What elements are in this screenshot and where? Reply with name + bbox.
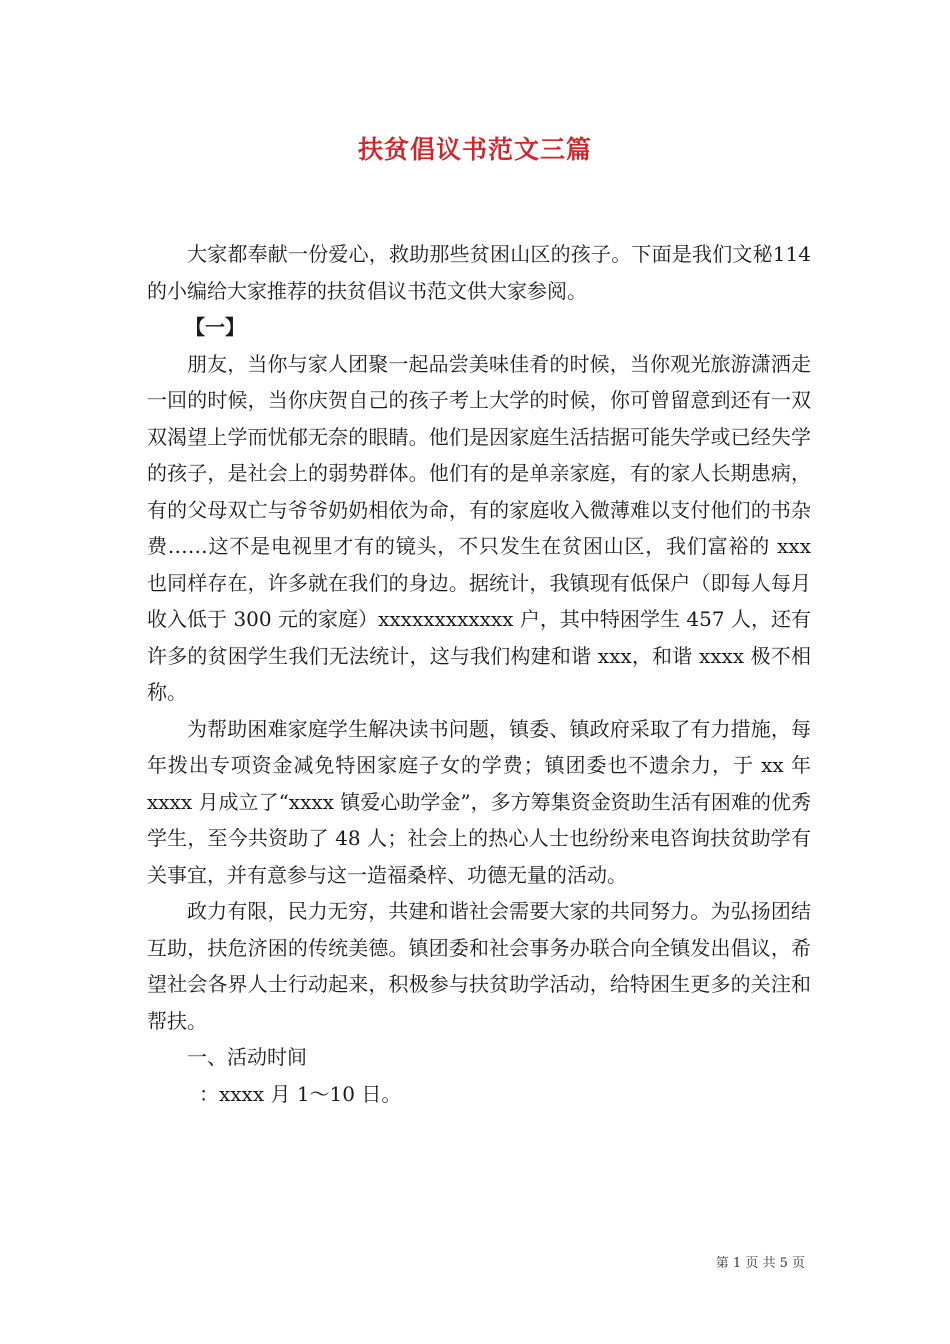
body-paragraph: 政力有限，民力无穷，共建和谐社会需要大家的共同努力。为弘扬团结互助，扶危济困的传统美德。镇团委和社会事务办联合向全镇发出倡议，希望社会各界人士行动起来，积极参与扶贫助学活动，给特困生更多的关注和帮扶。	[147, 899, 811, 1033]
body-paragraph: 朋友，当你与家人团聚一起品尝美味佳肴的时候，当你观光旅游潇洒走一回的时候，当你庆贺自己的孩子考上大学的时候，你可曾留意到还有一双双渴望上学而忧郁无奈的眼睛。他们是因家庭生活拮据可能失学或已经失学的孩子，是社会上的弱势群体。他们有的是单亲家庭，有的家人长期患病，有的父母双亡与爷爷奶奶相依为命，有的家庭收入微薄难以支付他们的书杂费……这不是电视里才有的镜头，不只发生在贫困山区，我们富裕的 xxx 也同样存在，许多就在我们的身边。据统计，我镇现有低保户（即每人每月收入低于 300 元的家庭）xxxxxxxxxxxx 户，其中特困学生 457 人，还有许多的贫困学生我们无法统计，这与我们构建和谐 xxx，和谐 xxxx 极不相称。	[147, 351, 811, 704]
section-heading: 【一】	[185, 315, 245, 339]
body-paragraph: 为帮助困难家庭学生解决读书问题，镇委、镇政府采取了有力措施，每年拨出专项资金减免特困家庭子女的学费；镇团委也不遗余力，于 xx 年 xxxx 月成立了“xxxx 镇爱心助学金”，多方筹集资金资助生活有困难的优秀学生，至今共资助了 48 人；社会上的热心人士也纷纷来电咨询扶贫助学有关事宜，并有意参与这一造福桑梓、功德无量的活动。	[147, 716, 811, 887]
item-value: ：xxxx 月 1～10 日。	[199, 1081, 402, 1106]
document-body	[147, 236, 811, 1112]
intro-paragraph: 大家都奉献一份爱心，救助那些贫困山区的孩子。下面是我们文秘114的小编给大家推荐的扶贫倡议书范文供大家参阅。	[147, 242, 811, 303]
item-heading: 一、活动时间	[187, 1045, 307, 1069]
page-title: 扶贫倡议书范文三篇	[357, 135, 592, 164]
page-number: 第 1 页 共 5 页	[715, 1256, 805, 1271]
